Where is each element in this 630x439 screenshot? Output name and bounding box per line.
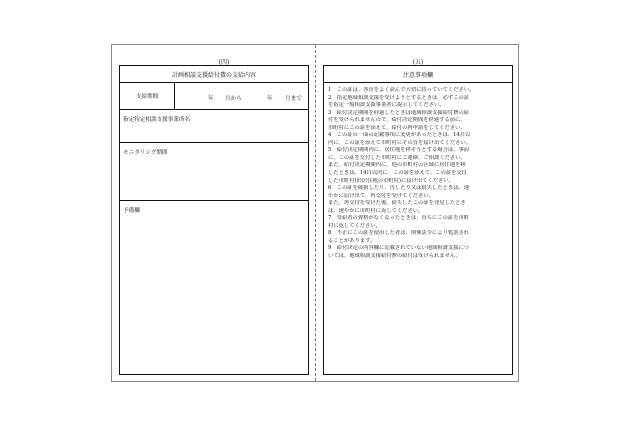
note-line: 3 給付決定期間を経過したときは地域相談支援給付費の給: [328, 109, 470, 116]
period-year2: 年: [267, 96, 273, 102]
period-until: 月まで: [285, 96, 302, 102]
note-line: したときは、14日以内に、この証を添えて、この証を交付: [328, 170, 468, 177]
note-line: 8 不正にこの証を使用した者は、関係法令により処罰され: [328, 230, 470, 237]
notes-reserve-row: [120, 201, 308, 373]
left-page-box: [119, 65, 309, 375]
note-line: ることがあります。: [328, 237, 376, 244]
period-value: [175, 83, 308, 109]
page-number-right: (五): [412, 59, 424, 66]
period-year1: 年: [208, 96, 214, 102]
period-from: 月から: [225, 96, 242, 102]
certificate-sheet: [111, 44, 519, 382]
monitoring-row: [120, 143, 308, 201]
note-line: いては、地域相談支援給付費の給付は受けられません。: [328, 253, 461, 260]
reserve-label: 予備欄: [123, 208, 140, 214]
note-line: 1 この証は、各貢をよく読んで大切に持っていてください。: [328, 87, 475, 93]
note-line: 村に返してください。: [328, 222, 381, 229]
page-number-left: (四): [218, 59, 230, 66]
note-line: を指定一般相談支援事業者に提示してください。: [328, 102, 445, 109]
right-page-box: [323, 65, 513, 375]
note-line: やかに届け出て、再交付を受けてください。: [328, 192, 434, 199]
note-line: 5 給付決定期間内に、居住地を移そうとする場合は、事前: [328, 147, 470, 154]
note-line: 内に、この証を添えて市町村にその旨を届け出てください。: [328, 139, 472, 146]
note-line: 6 この証を破損したり、汚したり又は紛失したときは、速: [328, 185, 470, 192]
right-page-title: 注意事項欄: [324, 66, 512, 83]
note-line: また、再交付を受けた後、紛失したこの証を発見したとき: [328, 200, 466, 207]
note-line: 市町村にこの証を添えて、給付の再申請をしてください。: [328, 124, 466, 131]
note-line: 7 受給者の資格がなくなったときは、直ちにこの証を市町: [328, 215, 470, 222]
note-line: 付を受けられませんので、給付決定期間を経過する前に、: [328, 117, 466, 124]
provider-label: 指定特定相談支援事業所名: [123, 117, 191, 123]
note-line: は、速やかに市町村に返してください。: [328, 207, 424, 214]
note-line: 4 この証の一面の記載事項に変更があったときは、14日以: [328, 132, 471, 139]
provider-row: [120, 110, 308, 143]
period-label: 支給期間: [120, 83, 175, 109]
note-line: 2 指定地域相談支援を受けようとするときは、必ずこの証: [328, 94, 470, 101]
note-line: また、給付決定期間内に、他の市町村の区域に居住地を移: [328, 162, 466, 169]
left-page-title: 計画相談支援給付費の支給内容: [120, 66, 308, 83]
period-row: [120, 83, 308, 110]
note-line: 9 給付決定の内容欄に記載されていない地域相談支援につ: [328, 245, 469, 252]
note-line: した市町村(旧居住地の市町村)に届け出てください。: [328, 177, 454, 184]
notes-list: [324, 83, 512, 261]
monitoring-label: モニタリング期間: [123, 150, 168, 156]
fold-line: [315, 45, 316, 381]
note-line: に、この証を交付した市町村にご連絡、ご相談ください。: [328, 154, 466, 161]
